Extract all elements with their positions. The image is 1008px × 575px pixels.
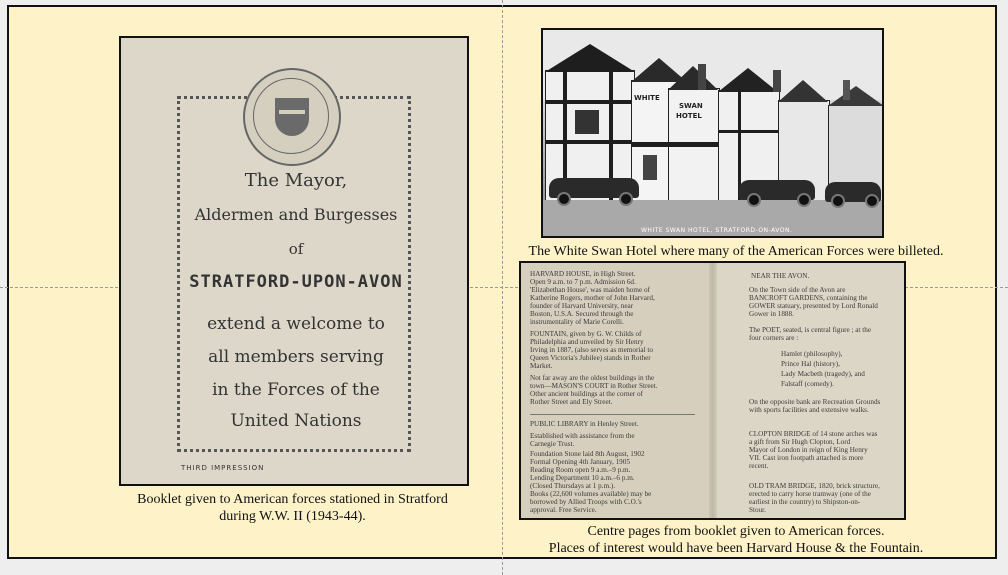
- left-page-line: FOUNTAIN, given by G. W. Childs of: [530, 330, 642, 338]
- left-page-line: (Closed Thursdays at 1 p.m.).: [530, 482, 616, 490]
- right-page-line: erected to carry horse tramway (one of the: [749, 490, 871, 498]
- right-page-line: On the Town side of the Avon are: [749, 286, 846, 294]
- left-page-line: borrowed by Allied Troops with C.O.'s: [530, 498, 642, 506]
- left-page-line: Other ancient buildings at the corner of: [530, 390, 643, 398]
- right-page-line: NEAR THE AVON.: [751, 272, 810, 280]
- booklet-centre-pages-image: [519, 261, 906, 520]
- cover-line-forces: in the Forces of the: [212, 380, 380, 400]
- cover-caption-line-2: during W.W. II (1943-44).: [219, 509, 366, 524]
- hotel-caption: The White Swan Hotel where many of the American Forces were billeted.: [528, 244, 944, 259]
- white-swan-hotel-photo: [541, 28, 884, 238]
- right-page-line: recent.: [749, 462, 769, 470]
- right-page-line: BANCROFT GARDENS, containing the: [749, 294, 868, 302]
- hotel-sign-hotel: HOTEL: [676, 112, 702, 120]
- cover-caption: [100, 491, 485, 525]
- cover-impression-note: THIRD IMPRESSION: [181, 464, 265, 472]
- cover-line-of: of: [288, 240, 304, 258]
- hotel-sign-swan: SWAN: [679, 102, 703, 110]
- booklet-cover-image: [119, 36, 469, 486]
- left-page-line: approval. Free Service.: [530, 506, 597, 514]
- left-page-line: Market.: [530, 362, 553, 370]
- pages-caption: [486, 523, 986, 557]
- right-page-line: Gower in 1888.: [749, 310, 794, 318]
- left-page-line: town—MASON'S COURT in Rother Street.: [530, 382, 658, 390]
- cover-line-welcome: extend a welcome to: [207, 314, 385, 334]
- left-page-line: 'Elizabethan House', was maiden home of: [530, 286, 650, 294]
- left-page-line: Foundation Stone laid 8th August, 1902: [530, 450, 645, 458]
- right-page-line: On the opposite bank are Recreation Grounds: [749, 398, 881, 406]
- right-page-line: GOWER statuary, presented by Lord Ronald: [749, 302, 878, 310]
- right-page-line: with sports facilities and extensive walks.: [749, 406, 869, 414]
- left-page-line: Irving in 1887, (also serves as memorial to: [530, 346, 653, 354]
- cover-line-aldermen: Aldermen and Burgesses: [194, 205, 398, 224]
- right-page-line: Lady Macbeth (tragedy), and: [781, 370, 865, 378]
- right-page-line: four corners are :: [749, 334, 799, 342]
- right-page-line: Falstaff (comedy).: [781, 380, 834, 388]
- right-page-line: Stour.: [749, 506, 766, 514]
- left-page-line: HARVARD HOUSE, in High Street.: [530, 270, 636, 278]
- left-page-rule: [530, 414, 695, 415]
- right-page-line: Hamlet (philosophy),: [781, 350, 843, 358]
- left-page-line: Carnegie Trust.: [530, 440, 575, 448]
- pages-caption-line-2: Places of interest would have been Harvard House & the Fountain.: [548, 541, 924, 556]
- right-page-line: a gift from Sir Hugh Clopton, Lord: [749, 438, 851, 446]
- right-page-line: Mayor of London in reign of King Henry: [749, 446, 868, 454]
- right-page-line: OLD TRAM BRIDGE, 1820, brick structure,: [749, 482, 880, 490]
- left-page-line: Reading Room open 9 a.m.–9 p.m.: [530, 466, 631, 474]
- right-page-line: Prince Hal (history),: [781, 360, 840, 368]
- left-page-line: instrumentality of Marie Corelli.: [530, 318, 624, 326]
- left-page-line: Open 9 a.m. to 7 p.m. Admission 6d.: [530, 278, 636, 286]
- pages-caption-line-1: Centre pages from booklet given to American forces.: [587, 524, 885, 539]
- photo-label: WHITE SWAN HOTEL, STRATFORD-ON-AVON.: [641, 227, 793, 234]
- left-page-line: Queen Victoria's Jubilee) stands in Rother: [530, 354, 651, 362]
- left-page-line: founder of Harvard University, near: [530, 302, 634, 310]
- left-page-line: Rother Street and Ely Street.: [530, 398, 613, 406]
- right-page-line: earliest in the country) to Shipston-on-: [749, 498, 861, 506]
- page-gutter: [709, 263, 717, 518]
- right-page-line: CLOPTON BRIDGE of 14 stone arches was: [749, 430, 878, 438]
- cover-line-members: all members serving: [208, 347, 384, 367]
- left-page-line: Not far away are the oldest buildings in the: [530, 374, 655, 382]
- left-page-line: Boston, U.S.A. Secured through the: [530, 310, 634, 318]
- hotel-sign-white: WHITE: [634, 94, 660, 102]
- right-page-line: VII. Cast iron footpath attached is more: [749, 454, 864, 462]
- cover-caption-line-1: Booklet given to American forces stationed in Stratford: [137, 492, 448, 507]
- left-page-line: Books (22,600 volumes available) may be: [530, 490, 652, 498]
- left-page-line: Katherine Rogers, mother of John Harvard,: [530, 294, 655, 302]
- left-page-line: PUBLIC LIBRARY in Henley Street.: [530, 420, 639, 428]
- left-page-line: Formal Opening 4th January, 1905: [530, 458, 630, 466]
- left-page-line: Philadelphia and unveiled by Sir Henry: [530, 338, 644, 346]
- borough-seal-icon: [243, 68, 341, 166]
- left-page-line: Lending Department 10 a.m.–6 p.m.: [530, 474, 635, 482]
- right-page-line: The POET, seated, is central figure ; at the: [749, 326, 872, 334]
- left-page-line: Established with assistance from the: [530, 432, 635, 440]
- cover-line-town: STRATFORD-UPON-AVON: [189, 272, 403, 292]
- cover-line-nations: United Nations: [230, 411, 362, 431]
- cover-line-mayor: The Mayor,: [244, 170, 348, 191]
